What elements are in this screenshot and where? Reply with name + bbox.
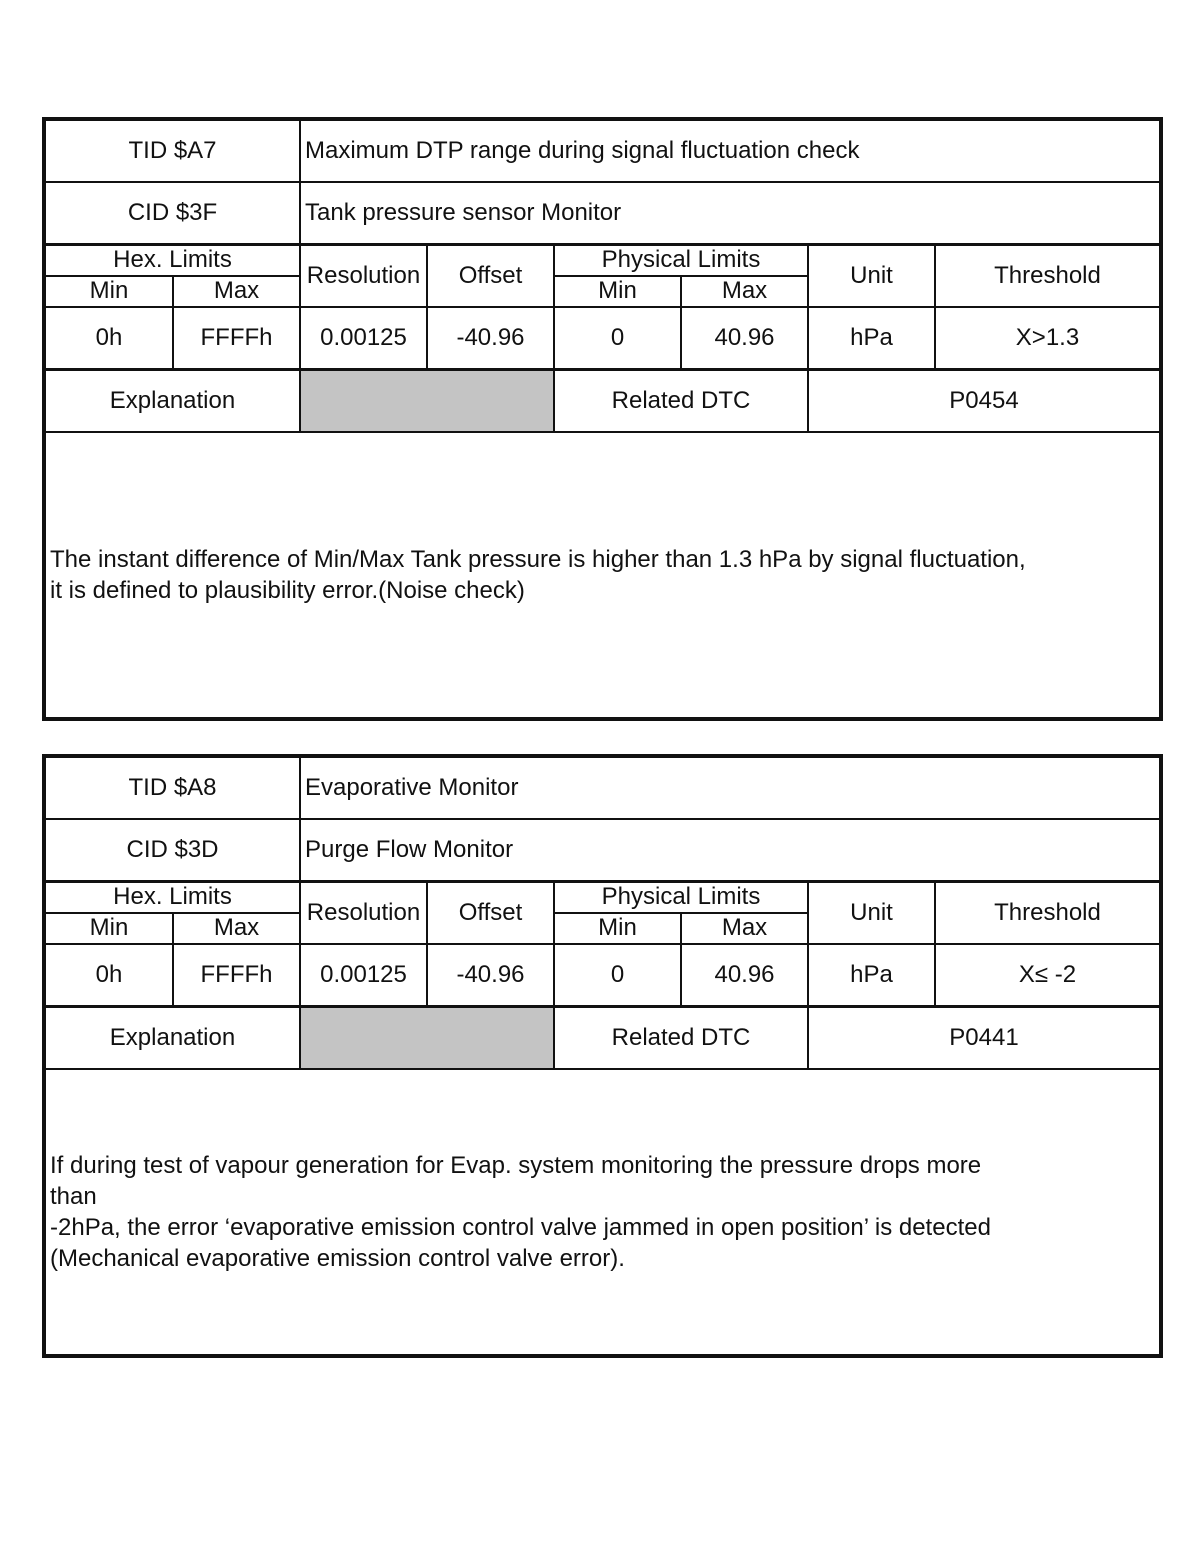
description-line: -2hPa, the error ‘evaporative emission control valve jammed in open position’ is detected [50,1214,991,1241]
phys-min-value: 0 [554,944,681,1007]
hex-min-value: 0h [46,944,173,1007]
phys-max-header: Max [681,276,808,307]
hex-max-header: Max [173,913,300,944]
tid-label: TID $A7 [46,121,300,182]
resolution-header: Resolution [300,245,427,308]
cid-label: CID $3D [46,819,300,882]
phys-max-value: 40.96 [681,307,808,370]
hex-max-header: Max [173,276,300,307]
phys-min-header: Min [554,276,681,307]
cid-description: Purge Flow Monitor [300,819,1159,882]
description-text [46,432,1159,717]
phys-max-value: 40.96 [681,944,808,1007]
phys-max-header: Max [681,913,808,944]
tid-description: Maximum DTP range during signal fluctuation check [300,121,1159,182]
threshold-header: Threshold [935,882,1159,945]
related-dtc-label: Related DTC [554,370,808,433]
cid-label: CID $3F [46,182,300,245]
explanation-shaded-cell [300,370,554,433]
offset-header: Offset [427,882,554,945]
tid-description: Evaporative Monitor [300,758,1159,819]
description-line: it is defined to plausibility error.(Noise check) [50,577,525,604]
related-dtc-value: P0454 [808,370,1159,433]
physical-limits-header: Physical Limits [554,245,808,277]
description-line: (Mechanical evaporative emission control valve error). [50,1245,625,1272]
cid-description: Tank pressure sensor Monitor [300,182,1159,245]
phys-min-value: 0 [554,307,681,370]
monitor-table [46,758,1159,1354]
threshold-value: X>1.3 [935,307,1159,370]
tid-label: TID $A8 [46,758,300,819]
hex-limits-header: Hex. Limits [46,882,300,914]
unit-value: hPa [808,944,935,1007]
description-line: than [50,1183,97,1210]
offset-value: -40.96 [427,307,554,370]
hex-max-value: FFFFh [173,944,300,1007]
physical-limits-header: Physical Limits [554,882,808,914]
explanation-label: Explanation [46,370,300,433]
hex-min-header: Min [46,276,173,307]
monitor-block-tid-a7 [42,117,1163,721]
monitor-table [46,121,1159,717]
hex-max-value: FFFFh [173,307,300,370]
hex-min-value: 0h [46,307,173,370]
hex-limits-header: Hex. Limits [46,245,300,277]
threshold-value: X≤ -2 [935,944,1159,1007]
resolution-header: Resolution [300,882,427,945]
phys-min-header: Min [554,913,681,944]
explanation-label: Explanation [46,1007,300,1070]
description-line: The instant difference of Min/Max Tank pressure is higher than 1.3 hPa by signal fluctuation, [50,546,1026,573]
hex-min-header: Min [46,913,173,944]
threshold-header: Threshold [935,245,1159,308]
monitor-block-tid-a8 [42,754,1163,1358]
offset-value: -40.96 [427,944,554,1007]
offset-header: Offset [427,245,554,308]
unit-header: Unit [808,245,935,308]
resolution-value: 0.00125 [300,944,427,1007]
related-dtc-value: P0441 [808,1007,1159,1070]
description-line: If during test of vapour generation for Evap. system monitoring the pressure drops more [50,1152,982,1179]
unit-header: Unit [808,882,935,945]
related-dtc-label: Related DTC [554,1007,808,1070]
explanation-shaded-cell [300,1007,554,1070]
resolution-value: 0.00125 [300,307,427,370]
unit-value: hPa [808,307,935,370]
description-text [46,1069,1159,1354]
